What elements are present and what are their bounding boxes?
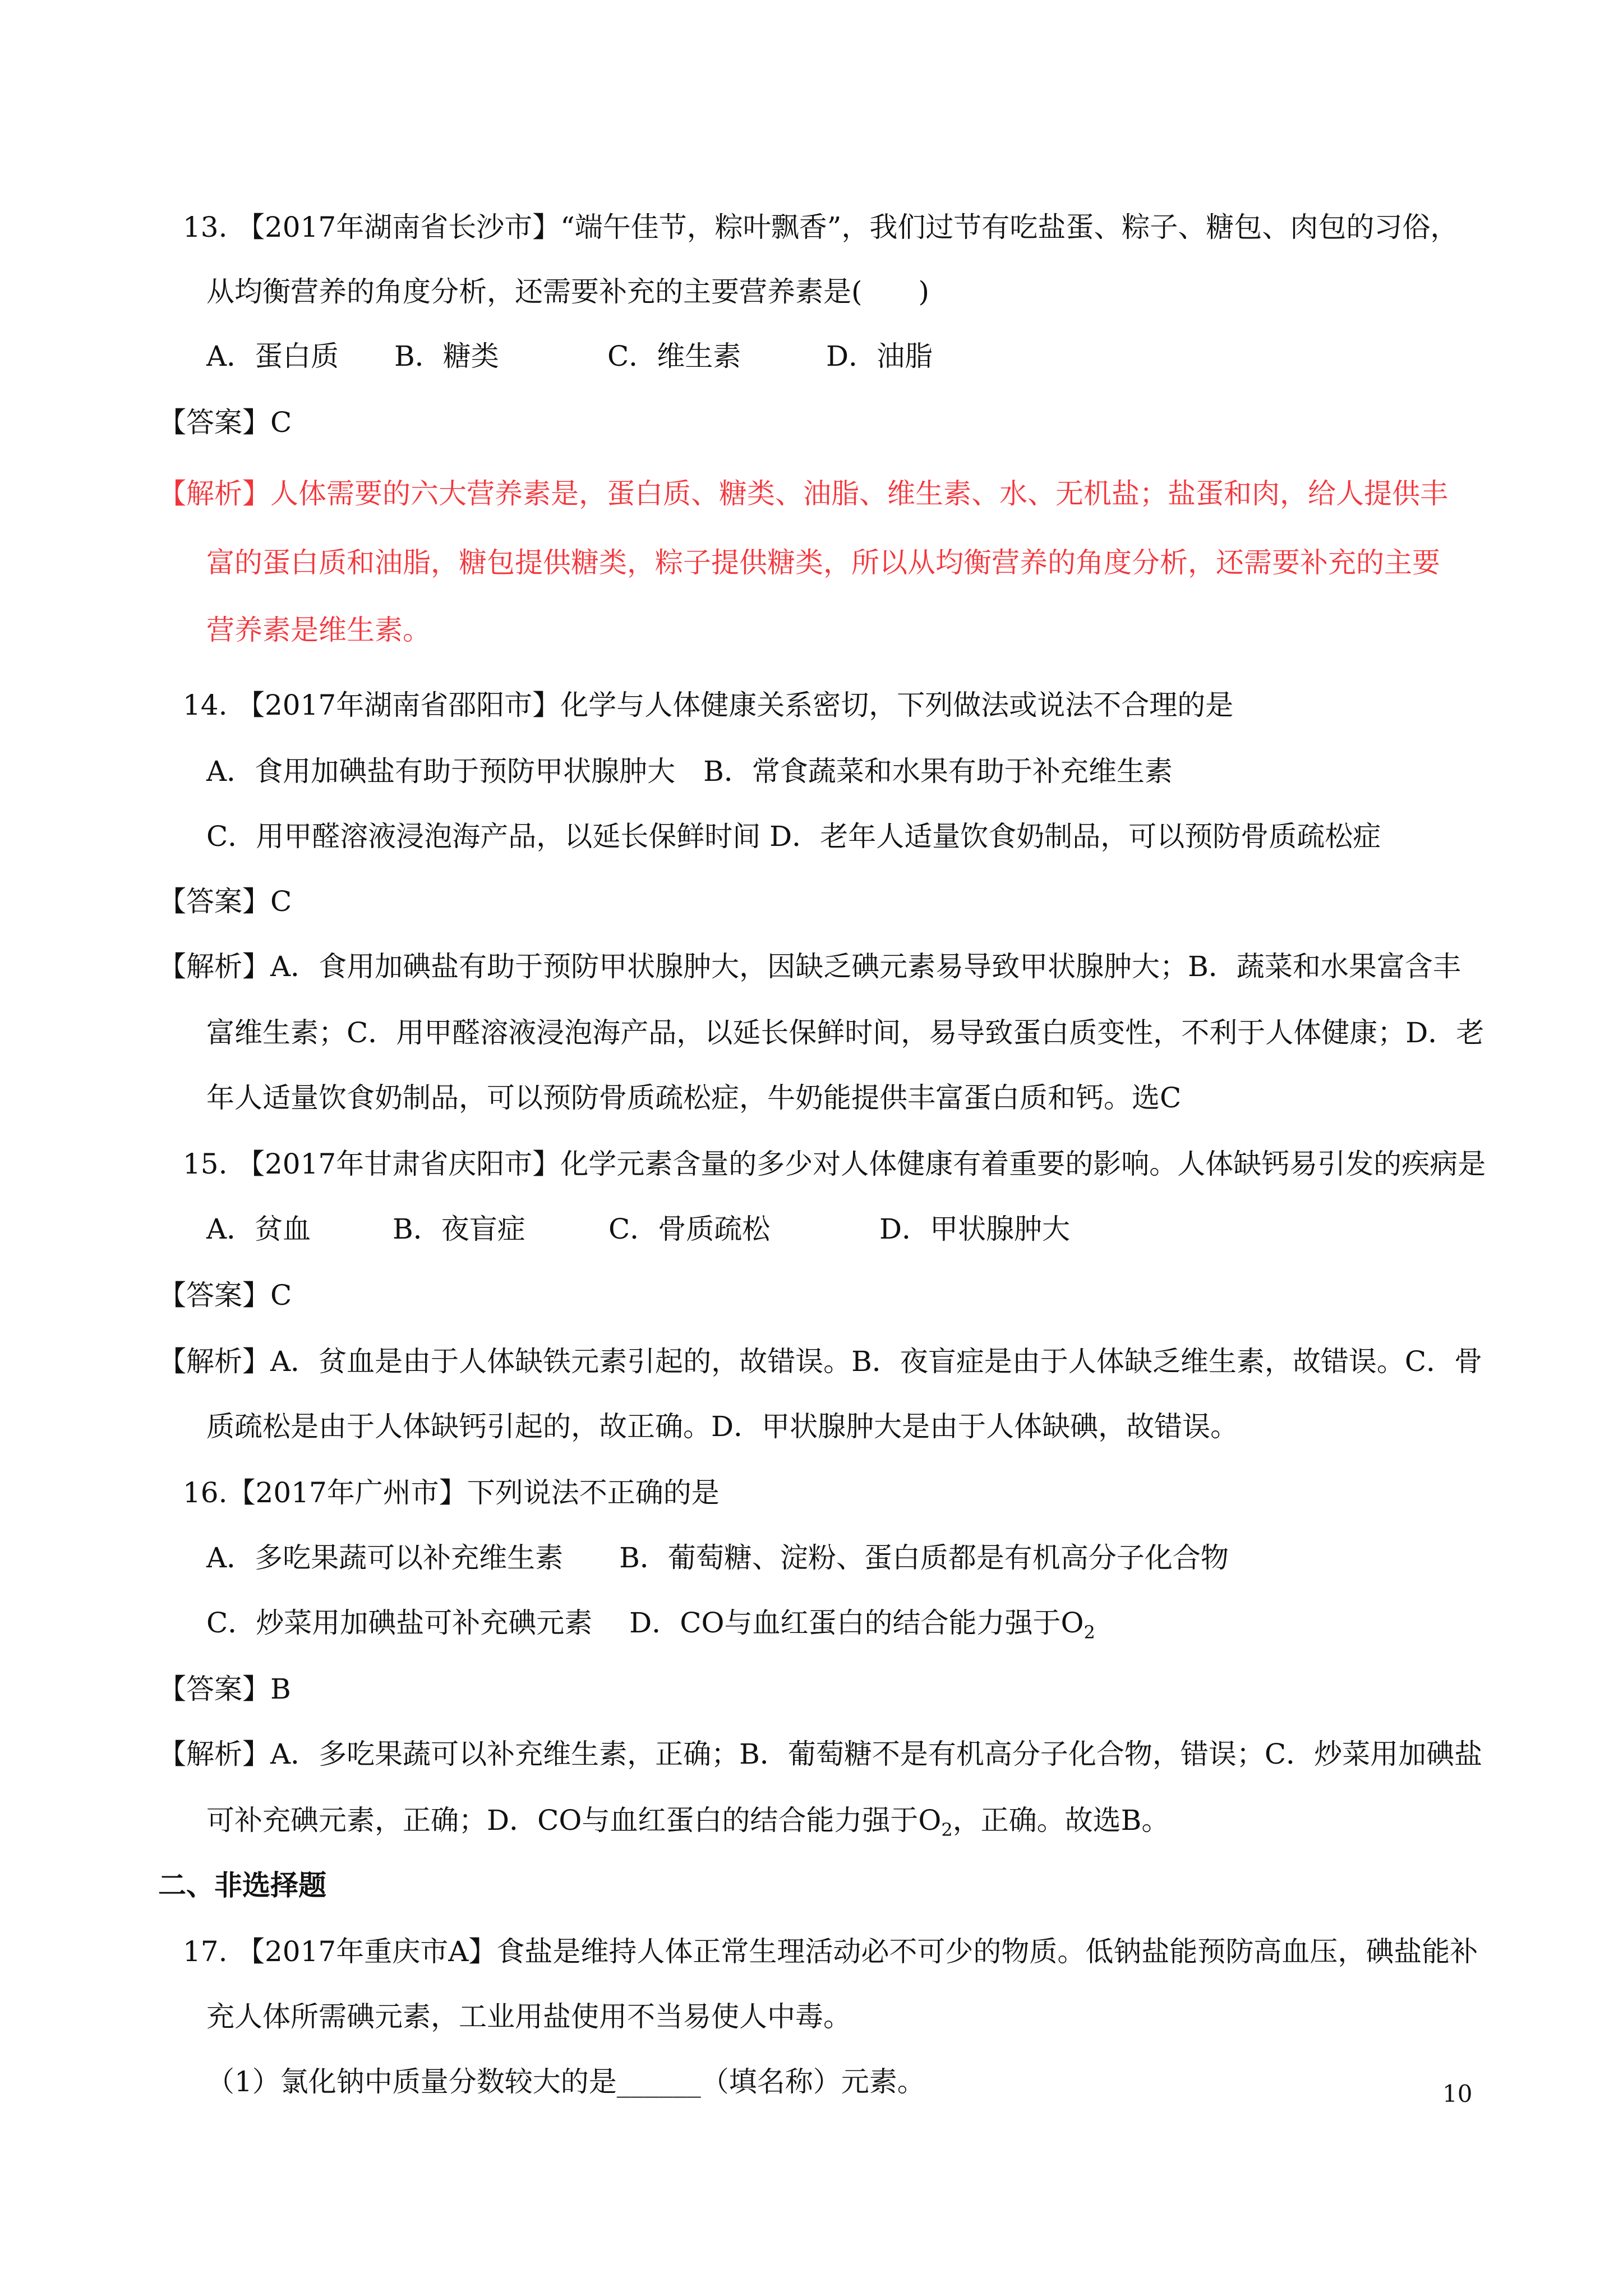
question-14-stem [183, 685, 1233, 725]
question-text: 【2017年广州市】下列说法不正确的是 [227, 1476, 720, 1509]
question-14-answer: 【答案】C [158, 885, 292, 918]
analysis-text-end: ，正确。故选B。 [952, 1804, 1170, 1837]
question-13-analysis-line-2: 富的蛋白质和油脂，糖包提供糖类，粽子提供糖类，所以从均衡营养的角度分析，还需要补充的主要 [206, 546, 1440, 579]
question-17-stem [183, 1932, 1478, 1971]
page-number: 10 [1442, 2080, 1473, 2108]
question-16-analysis-line-1: 【解析】A．多吃果蔬可以补充维生素，正确；B．葡萄糖不是有机高分子化合物，错误；C．炒菜用加碘盐 [158, 1738, 1483, 1770]
section-heading: 二、非选择题 [158, 1869, 326, 1902]
question-15-options [206, 1209, 1070, 1249]
question-13-analysis-line-3: 营养素是维生素。 [206, 614, 431, 646]
question-14-options-line-2: C．用甲醛溶液浸泡海产品，以延长保鲜时间 D．老年人适量饮食奶制品，可以预防骨质疏松症 [206, 820, 1381, 853]
question-14-analysis-line-3: 年人适量饮食奶制品，可以预防骨质疏松症，牛奶能提供丰富蛋白质和钙。选C [206, 1082, 1182, 1114]
option-d: D．油脂 [826, 340, 933, 372]
question-15-analysis-line-1: 【解析】A．贫血是由于人体缺铁元素引起的，故错误。B．夜盲症是由于人体缺乏维生素，故错误。C．骨 [158, 1345, 1483, 1378]
question-number: 16. [183, 1476, 228, 1509]
options-text: C．炒菜用加碘盐可补充碘元素 D．CO与血红蛋白的结合能力强于O [206, 1607, 1084, 1639]
subscript: 2 [1083, 1622, 1095, 1643]
question-number: 15. [183, 1148, 228, 1180]
option-d: D．甲状腺肿大 [879, 1213, 1071, 1245]
question-text: 【2017年湖南省邵阳市】化学与人体健康关系密切，下列做法或说法不合理的是 [237, 689, 1234, 721]
question-15-answer: 【答案】C [158, 1279, 292, 1312]
question-17-sub-1: （1）氯化钠中质量分数较大的是______（填名称）元素。 [206, 2065, 925, 2098]
question-13-stem-cont: 从均衡营养的角度分析，还需要补充的主要营养素是( ) [206, 275, 930, 308]
question-16-options-line-2 [206, 1603, 1095, 1642]
question-13-analysis-line-1: 【解析】人体需要的六大营养素是，蛋白质、糖类、油脂、维生素、水、无机盐；盐蛋和肉，给人提供丰 [158, 477, 1448, 510]
question-text: 【2017年重庆市A】食盐是维持人体正常生理活动必不可少的物质。低钠盐能预防高血压，碘盐能补 [237, 1935, 1478, 1968]
question-15-analysis-line-2: 质疏松是由于人体缺钙引起的，故正确。D．甲状腺肿大是由于人体缺碘，故错误。 [206, 1410, 1239, 1443]
question-13-answer: 【答案】C [158, 406, 292, 439]
option-c: C．骨质疏松 [608, 1213, 771, 1245]
question-14-analysis-line-2: 富维生素；C．用甲醛溶液浸泡海产品，以延长保鲜时间，易导致蛋白质变性，不利于人体健康；D．老 [206, 1016, 1484, 1049]
question-text: 【2017年湖南省长沙市】“端午佳节，粽叶飘香”，我们过节有吃盐蛋、粽子、糖包、肉包的习俗， [237, 211, 1459, 243]
question-17-stem-cont: 充人体所需碘元素，工业用盐使用不当易使人中毒。 [206, 2000, 851, 2033]
subscript: 2 [941, 1819, 953, 1841]
option-b: B．夜盲症 [393, 1213, 525, 1245]
question-15-stem [183, 1144, 1486, 1184]
question-16-analysis-line-2 [206, 1801, 1169, 1840]
option-a: A．贫血 [206, 1213, 311, 1245]
option-b: B．糖类 [394, 340, 499, 372]
option-a: A．蛋白质 [206, 340, 339, 372]
question-13-options [206, 337, 933, 376]
question-14-options-line-1: A．食用加碘盐有助于预防甲状腺肿大 B．常食蔬菜和水果有助于补充维生素 [206, 755, 1173, 788]
question-number: 14. [183, 689, 228, 721]
question-16-answer: 【答案】B [158, 1673, 291, 1705]
question-14-analysis-line-1: 【解析】A．食用加碘盐有助于预防甲状腺肿大，因缺乏碘元素易导致甲状腺肿大；B．蔬菜和水果富含丰 [158, 950, 1461, 983]
question-number: 17. [183, 1935, 228, 1968]
question-13-stem [183, 208, 1458, 247]
question-16-options-line-1: A．多吃果蔬可以补充维生素 B．葡萄糖、淀粉、蛋白质都是有机高分子化合物 [206, 1542, 1229, 1574]
question-16-stem [183, 1473, 720, 1512]
analysis-text: 可补充碘元素，正确；D．CO与血红蛋白的结合能力强于O [206, 1804, 942, 1837]
question-text: 【2017年甘肃省庆阳市】化学元素含量的多少对人体健康有着重要的影响。人体缺钙易引发的疾病是 [237, 1148, 1486, 1180]
question-number: 13. [183, 211, 228, 243]
option-c: C．维生素 [607, 340, 741, 372]
